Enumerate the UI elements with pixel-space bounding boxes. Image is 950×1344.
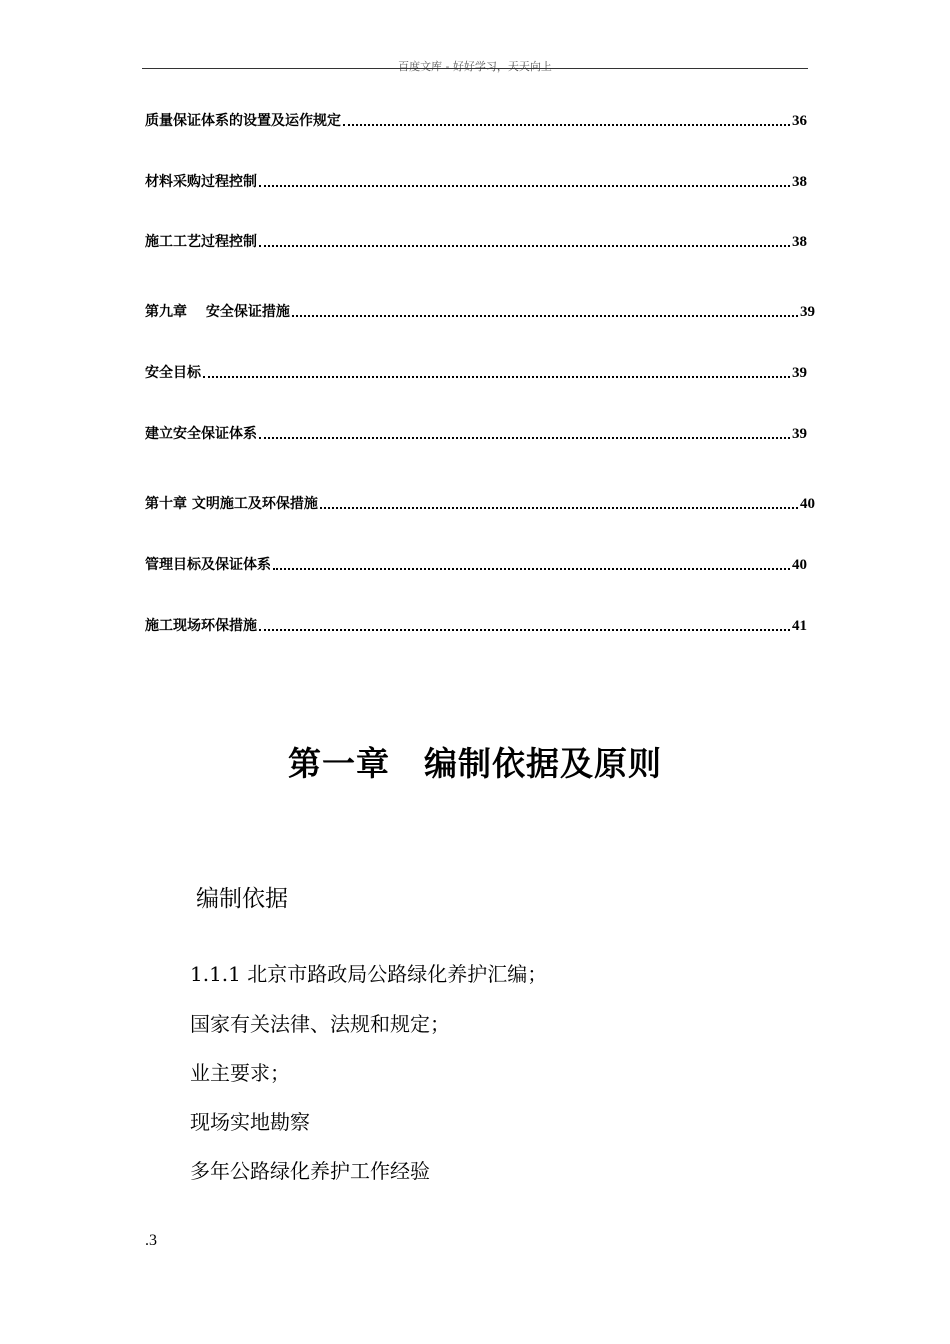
- toc-leader: [320, 507, 798, 509]
- toc-leader: [273, 568, 790, 570]
- toc-entry[interactable]: [145, 171, 807, 191]
- chapter-title: 第一章 编制依据及原则: [288, 744, 662, 783]
- body-paragraph: 国家有关法律、法规和规定；: [190, 1012, 450, 1036]
- body-paragraph: 多年公路绿化养护工作经验: [190, 1159, 430, 1183]
- toc-entry[interactable]: [145, 231, 807, 251]
- toc-entry[interactable]: [145, 423, 807, 443]
- toc-entry-label: 安全目标: [145, 365, 201, 381]
- section-title: 编制依据: [196, 886, 288, 912]
- toc-entry-label: 施工现场环保措施: [145, 618, 257, 634]
- toc-leader: [203, 376, 790, 378]
- toc-entry-page: 38: [792, 174, 807, 190]
- page-header: 百度文库 - 好好学习，天天向上: [398, 60, 552, 73]
- header-rule: [142, 68, 808, 69]
- toc-entry-page: 39: [792, 426, 807, 442]
- toc-entry-page: 40: [792, 557, 807, 573]
- toc-entry-page: 38: [792, 234, 807, 250]
- toc-entry-label: 施工工艺过程控制: [145, 234, 257, 250]
- toc-leader: [259, 629, 790, 631]
- toc-leader: [259, 245, 790, 247]
- body-paragraph: 业主要求；: [190, 1061, 290, 1085]
- page-number: .3: [145, 1232, 157, 1249]
- toc-entry-page: 41: [792, 618, 807, 634]
- toc-entry-page: 39: [800, 304, 815, 320]
- toc-entry[interactable]: [145, 362, 807, 382]
- toc-entry[interactable]: [145, 554, 807, 574]
- toc-leader: [343, 124, 790, 126]
- toc-chapter-entry[interactable]: [145, 301, 815, 321]
- toc-entry-page: 39: [792, 365, 807, 381]
- toc-leader: [259, 437, 790, 439]
- toc-entry[interactable]: [145, 615, 807, 635]
- toc-entry-label: 第九章 安全保证措施: [145, 304, 290, 320]
- body-paragraph: 1.1.1 北京市路政局公路绿化养护汇编；: [190, 962, 548, 986]
- toc-entry-label: 建立安全保证体系: [145, 426, 257, 442]
- toc-leader: [259, 185, 790, 187]
- toc-leader: [292, 315, 798, 317]
- toc-entry[interactable]: [145, 110, 807, 130]
- toc-chapter-entry[interactable]: [145, 493, 815, 513]
- toc-entry-label: 第十章 文明施工及环保措施: [145, 496, 318, 512]
- toc-entry-page: 36: [792, 113, 807, 129]
- toc-entry-page: 40: [800, 496, 815, 512]
- toc-entry-label: 材料采购过程控制: [145, 174, 257, 190]
- toc-entry-label: 管理目标及保证体系: [145, 557, 271, 573]
- body-paragraph: 现场实地勘察: [190, 1110, 310, 1134]
- toc-entry-label: 质量保证体系的设置及运作规定: [145, 113, 341, 129]
